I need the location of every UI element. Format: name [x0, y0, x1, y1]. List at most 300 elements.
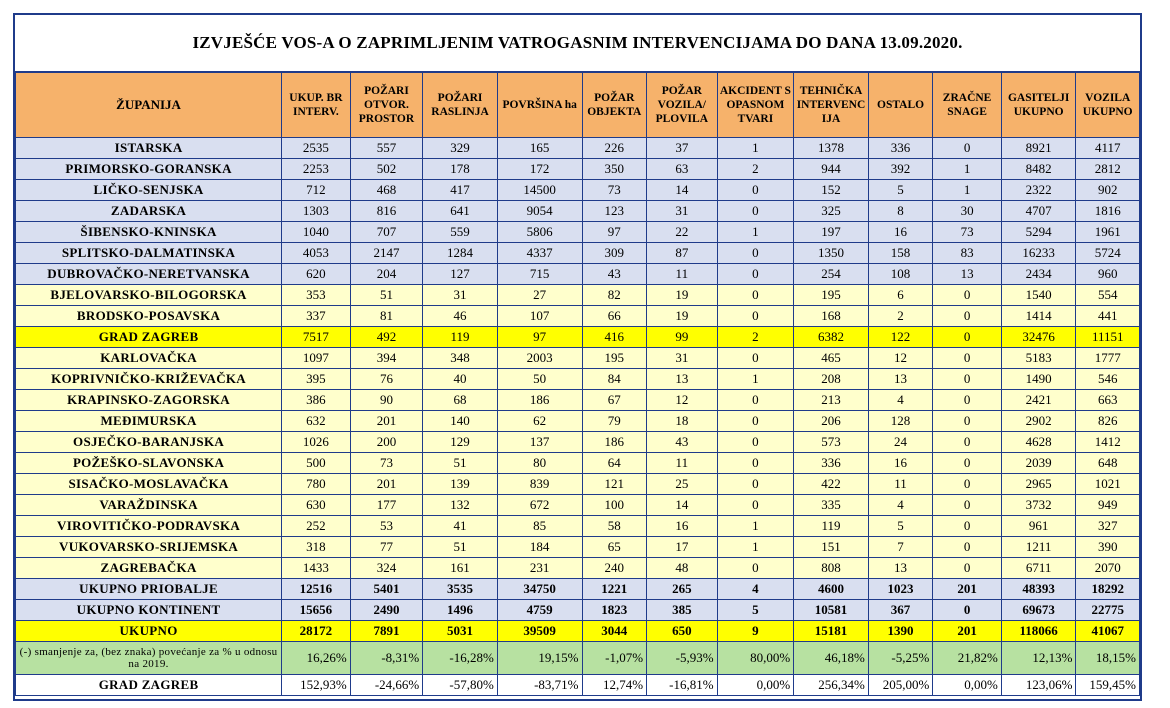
value-cell: 13: [868, 558, 933, 579]
value-cell: 73: [933, 222, 1002, 243]
value-cell: 1: [933, 180, 1002, 201]
value-cell: 137: [497, 432, 582, 453]
value-cell: 63: [647, 159, 718, 180]
value-cell: 186: [582, 432, 647, 453]
value-cell: 5294: [1001, 222, 1076, 243]
value-cell: 10581: [794, 600, 869, 621]
value-cell: 18,15%: [1076, 642, 1140, 675]
value-cell: 715: [497, 264, 582, 285]
value-cell: 350: [582, 159, 647, 180]
value-cell: 15181: [794, 621, 869, 642]
value-cell: 336: [868, 138, 933, 159]
value-cell: 22775: [1076, 600, 1140, 621]
value-cell: 3535: [423, 579, 498, 600]
value-cell: 816: [350, 201, 423, 222]
table-row: [16, 495, 1140, 516]
value-cell: 367: [868, 600, 933, 621]
value-cell: 83: [933, 243, 1002, 264]
value-cell: 19: [647, 306, 718, 327]
value-cell: 168: [794, 306, 869, 327]
value-cell: 5183: [1001, 348, 1076, 369]
value-cell: 500: [282, 453, 351, 474]
value-cell: 0: [933, 285, 1002, 306]
value-cell: 0: [717, 558, 794, 579]
value-cell: 0: [717, 432, 794, 453]
value-cell: 4600: [794, 579, 869, 600]
value-cell: 195: [582, 348, 647, 369]
value-cell: 348: [423, 348, 498, 369]
value-cell: 201: [350, 474, 423, 495]
value-cell: 81: [350, 306, 423, 327]
value-cell: 465: [794, 348, 869, 369]
value-cell: 559: [423, 222, 498, 243]
value-cell: 1303: [282, 201, 351, 222]
value-cell: 2812: [1076, 159, 1140, 180]
value-cell: 48: [647, 558, 718, 579]
value-cell: 37: [647, 138, 718, 159]
value-cell: 395: [282, 369, 351, 390]
value-cell: 18292: [1076, 579, 1140, 600]
value-cell: 13: [933, 264, 1002, 285]
value-cell: 1: [717, 516, 794, 537]
table-row: [16, 348, 1140, 369]
value-cell: 24: [868, 432, 933, 453]
value-cell: 4337: [497, 243, 582, 264]
value-cell: 151: [794, 537, 869, 558]
value-cell: 201: [933, 621, 1002, 642]
value-cell: 1961: [1076, 222, 1140, 243]
value-cell: 7891: [350, 621, 423, 642]
value-cell: 1211: [1001, 537, 1076, 558]
value-cell: 122: [868, 327, 933, 348]
table-row: [16, 159, 1140, 180]
value-cell: 12,74%: [582, 675, 647, 696]
value-cell: 4: [717, 579, 794, 600]
value-cell: 0: [933, 432, 1002, 453]
value-cell: 839: [497, 474, 582, 495]
value-cell: 961: [1001, 516, 1076, 537]
table-row: [16, 411, 1140, 432]
value-cell: 4053: [282, 243, 351, 264]
value-cell: 5: [868, 180, 933, 201]
value-cell: 201: [350, 411, 423, 432]
value-cell: 353: [282, 285, 351, 306]
table-row: [16, 264, 1140, 285]
value-cell: 123,06%: [1001, 675, 1076, 696]
value-cell: 385: [647, 600, 718, 621]
county-cell: UKUPNO KONTINENT: [16, 600, 282, 621]
value-cell: 48393: [1001, 579, 1076, 600]
value-cell: 1414: [1001, 306, 1076, 327]
value-cell: 1284: [423, 243, 498, 264]
value-cell: 121: [582, 474, 647, 495]
value-cell: 13: [647, 369, 718, 390]
value-cell: 0: [717, 474, 794, 495]
value-cell: 5806: [497, 222, 582, 243]
value-cell: 417: [423, 180, 498, 201]
value-cell: 6: [868, 285, 933, 306]
value-cell: 84: [582, 369, 647, 390]
value-cell: 6711: [1001, 558, 1076, 579]
value-cell: 31: [647, 348, 718, 369]
table-row: [16, 327, 1140, 348]
value-cell: 43: [582, 264, 647, 285]
value-cell: 90: [350, 390, 423, 411]
value-cell: 97: [497, 327, 582, 348]
value-cell: 2: [868, 306, 933, 327]
value-cell: 632: [282, 411, 351, 432]
value-cell: 208: [794, 369, 869, 390]
value-cell: 309: [582, 243, 647, 264]
value-cell: 325: [794, 201, 869, 222]
value-cell: 5724: [1076, 243, 1140, 264]
value-cell: 178: [423, 159, 498, 180]
value-cell: 28172: [282, 621, 351, 642]
value-cell: 53: [350, 516, 423, 537]
value-cell: 641: [423, 201, 498, 222]
value-cell: -24,66%: [350, 675, 423, 696]
value-cell: 329: [423, 138, 498, 159]
value-cell: 8482: [1001, 159, 1076, 180]
value-cell: 62: [497, 411, 582, 432]
value-cell: 17: [647, 537, 718, 558]
value-cell: 2: [717, 327, 794, 348]
value-cell: 184: [497, 537, 582, 558]
value-cell: 2421: [1001, 390, 1076, 411]
value-cell: 213: [794, 390, 869, 411]
value-cell: 226: [582, 138, 647, 159]
value-cell: 441: [1076, 306, 1140, 327]
value-cell: 707: [350, 222, 423, 243]
value-cell: 672: [497, 495, 582, 516]
value-cell: -16,81%: [647, 675, 718, 696]
value-cell: 780: [282, 474, 351, 495]
value-cell: 31: [647, 201, 718, 222]
value-cell: 13: [868, 369, 933, 390]
value-cell: -8,31%: [350, 642, 423, 675]
value-cell: 0: [933, 537, 1002, 558]
value-cell: 51: [350, 285, 423, 306]
table-row: [16, 642, 1140, 675]
value-cell: 21,82%: [933, 642, 1002, 675]
value-cell: 200: [350, 432, 423, 453]
value-cell: 0: [933, 558, 1002, 579]
value-cell: 2: [717, 159, 794, 180]
value-cell: 337: [282, 306, 351, 327]
value-cell: 172: [497, 159, 582, 180]
value-cell: 5: [717, 600, 794, 621]
value-cell: 34750: [497, 579, 582, 600]
value-cell: 0: [717, 201, 794, 222]
value-cell: 468: [350, 180, 423, 201]
county-cell: OSJEČKO-BARANJSKA: [16, 432, 282, 453]
value-cell: 14500: [497, 180, 582, 201]
value-cell: -5,25%: [868, 642, 933, 675]
value-cell: 12: [868, 348, 933, 369]
value-cell: 252: [282, 516, 351, 537]
table-row: [16, 390, 1140, 411]
value-cell: 902: [1076, 180, 1140, 201]
county-cell: VARAŽDINSKA: [16, 495, 282, 516]
value-cell: 663: [1076, 390, 1140, 411]
value-cell: 0: [717, 306, 794, 327]
value-cell: 0: [717, 243, 794, 264]
value-cell: 205,00%: [868, 675, 933, 696]
value-cell: 127: [423, 264, 498, 285]
value-cell: 240: [582, 558, 647, 579]
value-cell: 0: [933, 516, 1002, 537]
value-cell: 99: [647, 327, 718, 348]
header-cell: POŽARI OTVOR. PROSTOR: [350, 73, 423, 138]
table-row: [16, 369, 1140, 390]
value-cell: 12516: [282, 579, 351, 600]
value-cell: 0,00%: [933, 675, 1002, 696]
value-cell: 1816: [1076, 201, 1140, 222]
value-cell: 557: [350, 138, 423, 159]
value-cell: 1023: [868, 579, 933, 600]
value-cell: 19: [647, 285, 718, 306]
value-cell: 5031: [423, 621, 498, 642]
value-cell: 197: [794, 222, 869, 243]
value-cell: 0: [933, 495, 1002, 516]
value-cell: 392: [868, 159, 933, 180]
value-cell: 14: [647, 495, 718, 516]
value-cell: 12,13%: [1001, 642, 1076, 675]
value-cell: 573: [794, 432, 869, 453]
value-cell: 502: [350, 159, 423, 180]
value-cell: 43: [647, 432, 718, 453]
value-cell: 620: [282, 264, 351, 285]
value-cell: 1: [717, 222, 794, 243]
value-cell: 107: [497, 306, 582, 327]
value-cell: 68: [423, 390, 498, 411]
value-cell: 41: [423, 516, 498, 537]
interventions-table: [15, 72, 1140, 696]
value-cell: 324: [350, 558, 423, 579]
value-cell: 128: [868, 411, 933, 432]
county-cell: KRAPINSKO-ZAGORSKA: [16, 390, 282, 411]
value-cell: 394: [350, 348, 423, 369]
value-cell: 5401: [350, 579, 423, 600]
county-cell: BJELOVARSKO-BILOGORSKA: [16, 285, 282, 306]
value-cell: 492: [350, 327, 423, 348]
header-cell: GASITELJI UKUPNO: [1001, 73, 1076, 138]
value-cell: 16233: [1001, 243, 1076, 264]
value-cell: 41067: [1076, 621, 1140, 642]
value-cell: 254: [794, 264, 869, 285]
value-cell: 8921: [1001, 138, 1076, 159]
value-cell: 100: [582, 495, 647, 516]
value-cell: 19,15%: [497, 642, 582, 675]
value-cell: 0: [717, 285, 794, 306]
value-cell: 630: [282, 495, 351, 516]
value-cell: 0: [933, 411, 1002, 432]
table-row: [16, 285, 1140, 306]
value-cell: 0: [717, 348, 794, 369]
county-cell: UKUPNO: [16, 621, 282, 642]
value-cell: 712: [282, 180, 351, 201]
table-row: [16, 621, 1140, 642]
value-cell: 1026: [282, 432, 351, 453]
value-cell: 18: [647, 411, 718, 432]
value-cell: 1350: [794, 243, 869, 264]
value-cell: 119: [423, 327, 498, 348]
value-cell: 0: [717, 453, 794, 474]
value-cell: 139: [423, 474, 498, 495]
value-cell: 3044: [582, 621, 647, 642]
value-cell: 949: [1076, 495, 1140, 516]
value-cell: 204: [350, 264, 423, 285]
county-cell: (-) smanjenje za, (bez znaka) povećanje za % u odnosu na 2019.: [16, 642, 282, 675]
report-frame: [13, 13, 1142, 701]
value-cell: 201: [933, 579, 1002, 600]
value-cell: 5: [868, 516, 933, 537]
value-cell: 960: [1076, 264, 1140, 285]
value-cell: 152: [794, 180, 869, 201]
value-cell: 12: [647, 390, 718, 411]
value-cell: 0: [933, 390, 1002, 411]
value-cell: 0,00%: [717, 675, 794, 696]
header-cell: POVRŠINA ha: [497, 73, 582, 138]
value-cell: 4: [868, 390, 933, 411]
value-cell: 51: [423, 537, 498, 558]
value-cell: 14: [647, 180, 718, 201]
value-cell: 0: [717, 411, 794, 432]
value-cell: 1390: [868, 621, 933, 642]
value-cell: 2039: [1001, 453, 1076, 474]
value-cell: 2434: [1001, 264, 1076, 285]
county-cell: KARLOVAČKA: [16, 348, 282, 369]
value-cell: 944: [794, 159, 869, 180]
value-cell: 119: [794, 516, 869, 537]
value-cell: 1040: [282, 222, 351, 243]
value-cell: 2902: [1001, 411, 1076, 432]
value-cell: 11: [647, 453, 718, 474]
value-cell: 648: [1076, 453, 1140, 474]
header-cell: ŽUPANIJA: [16, 73, 282, 138]
value-cell: 16,26%: [282, 642, 351, 675]
value-cell: 256,34%: [794, 675, 869, 696]
county-cell: KOPRIVNIČKO-KRIŽEVAČKA: [16, 369, 282, 390]
value-cell: 73: [350, 453, 423, 474]
header-cell: POŽARI RASLINJA: [423, 73, 498, 138]
value-cell: -57,80%: [423, 675, 498, 696]
value-cell: 808: [794, 558, 869, 579]
value-cell: 1496: [423, 600, 498, 621]
value-cell: 9054: [497, 201, 582, 222]
value-cell: 161: [423, 558, 498, 579]
table-body: [16, 138, 1140, 696]
value-cell: 51: [423, 453, 498, 474]
value-cell: 7: [868, 537, 933, 558]
value-cell: 1: [933, 159, 1002, 180]
value-cell: 40: [423, 369, 498, 390]
value-cell: 2490: [350, 600, 423, 621]
value-cell: 76: [350, 369, 423, 390]
table-row: [16, 180, 1140, 201]
value-cell: 826: [1076, 411, 1140, 432]
value-cell: 80,00%: [717, 642, 794, 675]
value-cell: 231: [497, 558, 582, 579]
value-cell: 554: [1076, 285, 1140, 306]
value-cell: 85: [497, 516, 582, 537]
value-cell: 206: [794, 411, 869, 432]
value-cell: 32476: [1001, 327, 1076, 348]
value-cell: 6382: [794, 327, 869, 348]
value-cell: 650: [647, 621, 718, 642]
header-cell: POŽAR VOZILA/ PLOVILA: [647, 73, 718, 138]
header-row: [16, 73, 1140, 138]
value-cell: 159,45%: [1076, 675, 1140, 696]
value-cell: 132: [423, 495, 498, 516]
value-cell: 1823: [582, 600, 647, 621]
value-cell: 177: [350, 495, 423, 516]
value-cell: 4: [868, 495, 933, 516]
county-cell: ŠIBENSKO-KNINSKA: [16, 222, 282, 243]
county-cell: LIČKO-SENJSKA: [16, 180, 282, 201]
county-cell: SPLITSKO-DALMATINSKA: [16, 243, 282, 264]
value-cell: -16,28%: [423, 642, 498, 675]
value-cell: 0: [933, 306, 1002, 327]
header-cell: TEHNIČKA INTERVENC IJA: [794, 73, 869, 138]
header-cell: ZRAČNE SNAGE: [933, 73, 1002, 138]
value-cell: -1,07%: [582, 642, 647, 675]
county-cell: PRIMORSKO-GORANSKA: [16, 159, 282, 180]
value-cell: 8: [868, 201, 933, 222]
value-cell: 31: [423, 285, 498, 306]
value-cell: 0: [933, 138, 1002, 159]
value-cell: 129: [423, 432, 498, 453]
value-cell: 265: [647, 579, 718, 600]
value-cell: 16: [868, 453, 933, 474]
value-cell: 0: [717, 495, 794, 516]
value-cell: 416: [582, 327, 647, 348]
value-cell: 4759: [497, 600, 582, 621]
value-cell: 11: [868, 474, 933, 495]
value-cell: 4117: [1076, 138, 1140, 159]
value-cell: 4707: [1001, 201, 1076, 222]
value-cell: 108: [868, 264, 933, 285]
county-cell: MEĐIMURSKA: [16, 411, 282, 432]
value-cell: 422: [794, 474, 869, 495]
value-cell: 2965: [1001, 474, 1076, 495]
county-cell: ZAGREBAČKA: [16, 558, 282, 579]
table-row: [16, 432, 1140, 453]
value-cell: 1: [717, 369, 794, 390]
value-cell: 50: [497, 369, 582, 390]
county-cell: UKUPNO PRIOBALJE: [16, 579, 282, 600]
value-cell: 16: [647, 516, 718, 537]
table-row: [16, 243, 1140, 264]
county-cell: DUBROVAČKO-NERETVANSKA: [16, 264, 282, 285]
value-cell: 390: [1076, 537, 1140, 558]
table-row: [16, 675, 1140, 696]
value-cell: 80: [497, 453, 582, 474]
value-cell: 386: [282, 390, 351, 411]
table-row: [16, 600, 1140, 621]
value-cell: 7517: [282, 327, 351, 348]
value-cell: 2147: [350, 243, 423, 264]
value-cell: 97: [582, 222, 647, 243]
value-cell: 1490: [1001, 369, 1076, 390]
value-cell: 25: [647, 474, 718, 495]
header-cell: VOZILA UKUPNO: [1076, 73, 1140, 138]
value-cell: 123: [582, 201, 647, 222]
value-cell: 0: [933, 369, 1002, 390]
value-cell: 1378: [794, 138, 869, 159]
value-cell: 65: [582, 537, 647, 558]
value-cell: 0: [717, 264, 794, 285]
